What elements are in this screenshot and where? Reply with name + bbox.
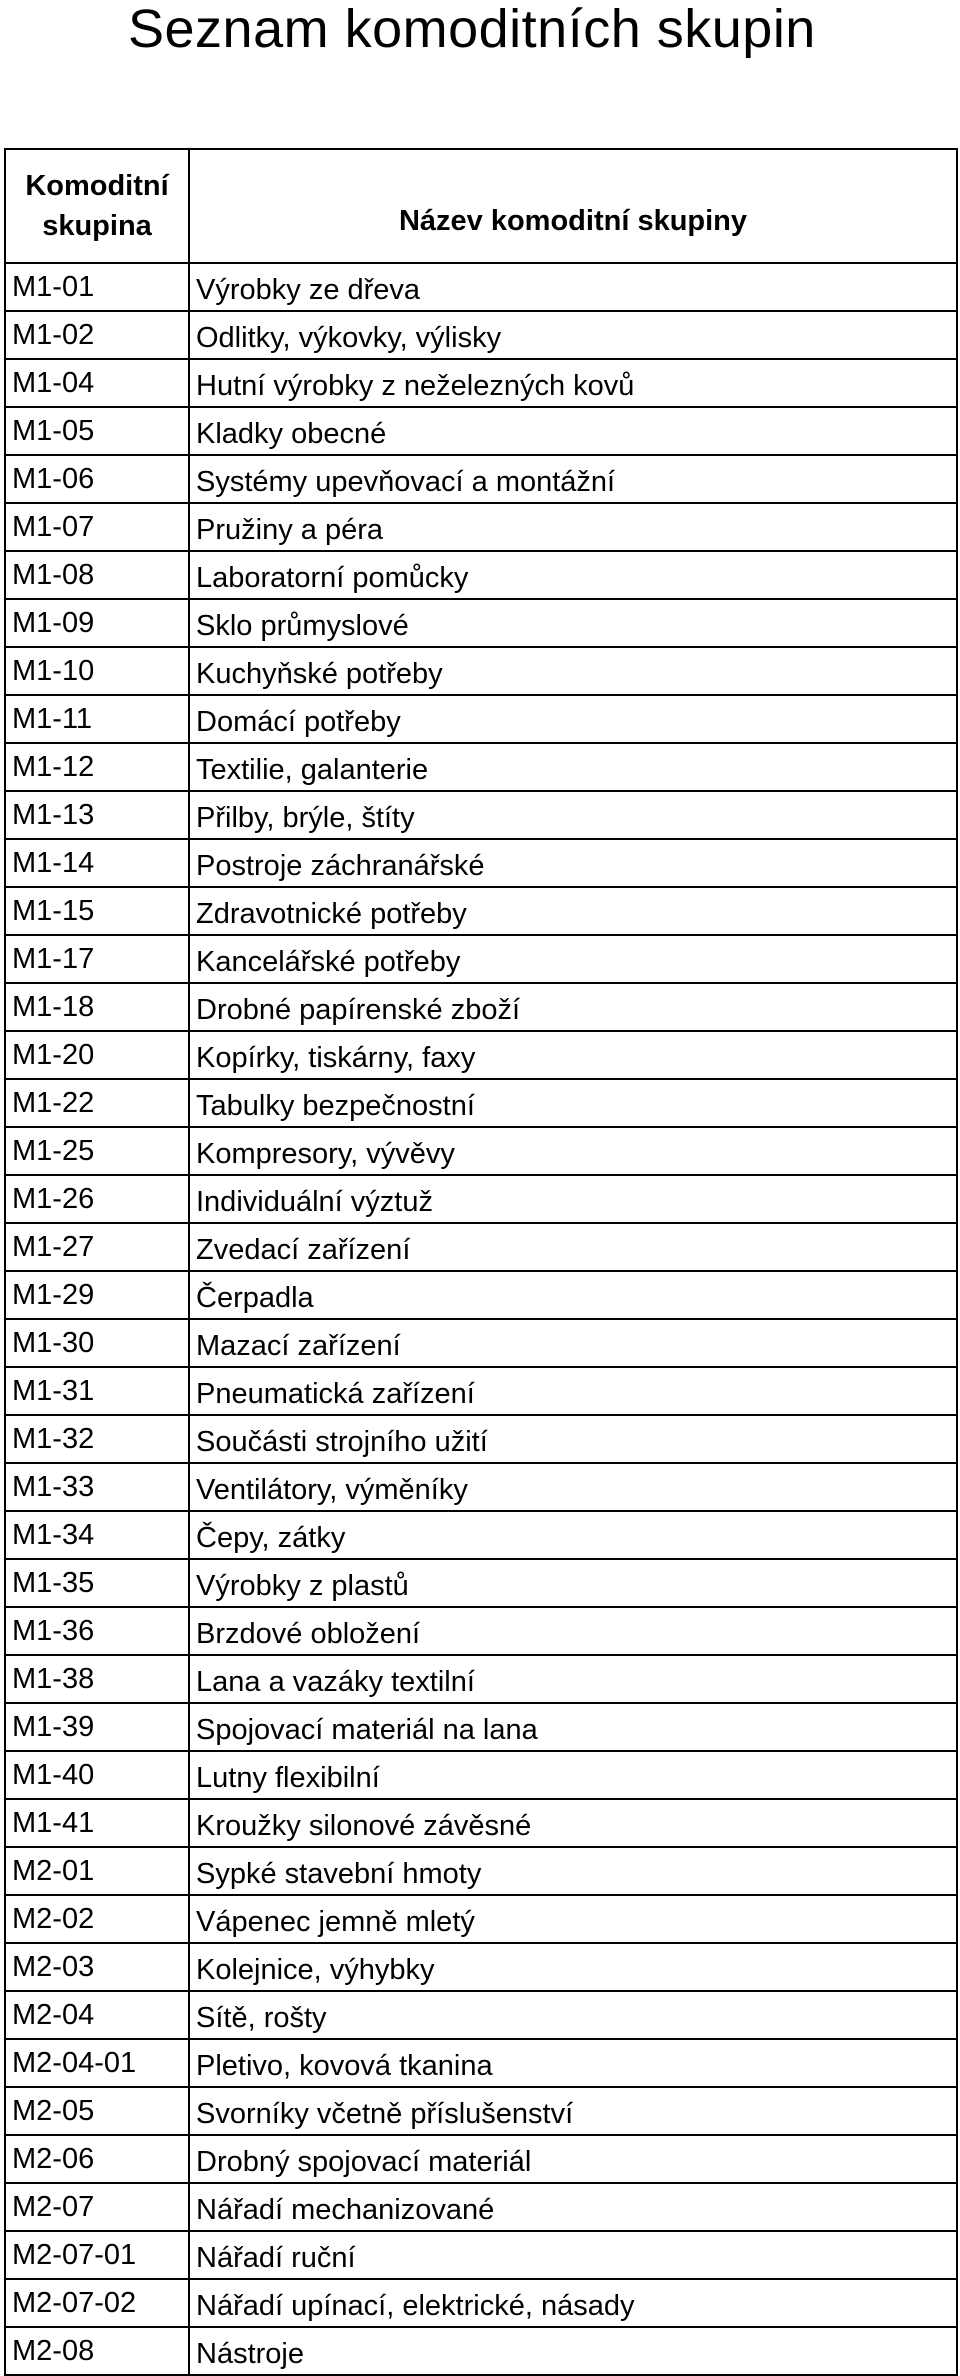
table-row	[5, 935, 957, 983]
commodity-code-cell: M1-12	[5, 743, 189, 791]
table-row	[5, 2327, 957, 2375]
commodity-code-cell: M1-38	[5, 1655, 189, 1703]
commodity-name-cell: Ventilátory, výměníky	[189, 1463, 957, 1511]
table-row	[5, 647, 957, 695]
commodity-code-cell: M1-33	[5, 1463, 189, 1511]
table-row	[5, 2183, 957, 2231]
table-row	[5, 1079, 957, 1127]
table-row	[5, 1751, 957, 1799]
commodity-code-cell: M1-22	[5, 1079, 189, 1127]
table-row	[5, 359, 957, 407]
commodity-name-cell: Výrobky z plastů	[189, 1559, 957, 1607]
table-row	[5, 2087, 957, 2135]
table-row	[5, 1127, 957, 1175]
commodity-name-cell: Brzdové obložení	[189, 1607, 957, 1655]
commodity-code-cell: M2-06	[5, 2135, 189, 2183]
commodity-code-cell: M2-07-01	[5, 2231, 189, 2279]
commodity-name-cell: Kroužky silonové závěsné	[189, 1799, 957, 1847]
commodity-name-cell: Nástroje	[189, 2327, 957, 2375]
commodity-name-cell: Výrobky ze dřeva	[189, 263, 957, 311]
table-row	[5, 743, 957, 791]
commodity-code-cell: M1-18	[5, 983, 189, 1031]
commodity-code-cell: M1-11	[5, 695, 189, 743]
header-commodity-group: Komoditní skupina	[5, 149, 189, 263]
commodity-code-cell: M1-30	[5, 1319, 189, 1367]
commodity-table	[4, 148, 958, 2376]
table-row	[5, 1175, 957, 1223]
commodity-code-cell: M2-07-02	[5, 2279, 189, 2327]
commodity-code-cell: M2-01	[5, 1847, 189, 1895]
commodity-name-cell: Drobný spojovací materiál	[189, 2135, 957, 2183]
commodity-code-cell: M1-05	[5, 407, 189, 455]
table-row	[5, 839, 957, 887]
commodity-code-cell: M2-04-01	[5, 2039, 189, 2087]
table-row	[5, 1703, 957, 1751]
commodity-name-cell: Svorníky včetně příslušenství	[189, 2087, 957, 2135]
commodity-name-cell: Mazací zařízení	[189, 1319, 957, 1367]
page-title: Seznam komoditních skupin	[128, 0, 816, 59]
commodity-name-cell: Kolejnice, výhybky	[189, 1943, 957, 1991]
commodity-name-cell: Čepy, zátky	[189, 1511, 957, 1559]
commodity-name-cell: Nářadí upínací, elektrické, násady	[189, 2279, 957, 2327]
commodity-name-cell: Přilby, brýle, štíty	[189, 791, 957, 839]
commodity-name-cell: Hutní výrobky z neželezných kovů	[189, 359, 957, 407]
table-row	[5, 1223, 957, 1271]
commodity-code-cell: M1-06	[5, 455, 189, 503]
table-row	[5, 1031, 957, 1079]
commodity-code-cell: M1-41	[5, 1799, 189, 1847]
commodity-name-cell: Postroje záchranářské	[189, 839, 957, 887]
commodity-name-cell: Nářadí ruční	[189, 2231, 957, 2279]
commodity-code-cell: M1-01	[5, 263, 189, 311]
table-row	[5, 1655, 957, 1703]
table-row	[5, 1847, 957, 1895]
commodity-code-cell: M1-17	[5, 935, 189, 983]
commodity-name-cell: Textilie, galanterie	[189, 743, 957, 791]
table-row	[5, 1943, 957, 1991]
commodity-name-cell: Nářadí mechanizované	[189, 2183, 957, 2231]
commodity-name-cell: Pružiny a péra	[189, 503, 957, 551]
table-row	[5, 1463, 957, 1511]
commodity-code-cell: M1-09	[5, 599, 189, 647]
table-row	[5, 503, 957, 551]
table-row	[5, 2039, 957, 2087]
table-row	[5, 791, 957, 839]
table-row	[5, 551, 957, 599]
table-row	[5, 1991, 957, 2039]
table-row	[5, 887, 957, 935]
commodity-name-cell: Sypké stavební hmoty	[189, 1847, 957, 1895]
commodity-code-cell: M1-10	[5, 647, 189, 695]
commodity-name-cell: Odlitky, výkovky, výlisky	[189, 311, 957, 359]
table-row	[5, 407, 957, 455]
table-row	[5, 1895, 957, 1943]
commodity-code-cell: M1-32	[5, 1415, 189, 1463]
commodity-name-cell: Systémy upevňovací a montážní	[189, 455, 957, 503]
commodity-code-cell: M2-05	[5, 2087, 189, 2135]
header-row	[5, 149, 957, 263]
commodity-name-cell: Součásti strojního užití	[189, 1415, 957, 1463]
commodity-code-cell: M1-04	[5, 359, 189, 407]
commodity-name-cell: Sklo průmyslové	[189, 599, 957, 647]
commodity-code-cell: M1-31	[5, 1367, 189, 1415]
commodity-name-cell: Kladky obecné	[189, 407, 957, 455]
commodity-name-cell: Pletivo, kovová tkanina	[189, 2039, 957, 2087]
commodity-name-cell: Tabulky bezpečnostní	[189, 1079, 957, 1127]
commodity-code-cell: M1-29	[5, 1271, 189, 1319]
commodity-code-cell: M1-34	[5, 1511, 189, 1559]
table-row	[5, 1559, 957, 1607]
table-row	[5, 455, 957, 503]
table-row	[5, 599, 957, 647]
table-row	[5, 1271, 957, 1319]
commodity-name-cell: Zdravotnické potřeby	[189, 887, 957, 935]
header-commodity-group-name: Název komoditní skupiny	[189, 149, 957, 263]
commodity-name-cell: Domácí potřeby	[189, 695, 957, 743]
commodity-name-cell: Zvedací zařízení	[189, 1223, 957, 1271]
table-row	[5, 263, 957, 311]
commodity-name-cell: Laboratorní pomůcky	[189, 551, 957, 599]
table-row	[5, 983, 957, 1031]
commodity-code-cell: M1-26	[5, 1175, 189, 1223]
table-row	[5, 1799, 957, 1847]
table-row	[5, 1607, 957, 1655]
commodity-table-container	[4, 148, 956, 2376]
commodity-code-cell: M1-14	[5, 839, 189, 887]
commodity-code-cell: M1-39	[5, 1703, 189, 1751]
commodity-name-cell: Sítě, rošty	[189, 1991, 957, 2039]
commodity-code-cell: M1-07	[5, 503, 189, 551]
commodity-code-cell: M1-25	[5, 1127, 189, 1175]
commodity-name-cell: Vápenec jemně mletý	[189, 1895, 957, 1943]
commodity-code-cell: M1-08	[5, 551, 189, 599]
commodity-code-cell: M1-13	[5, 791, 189, 839]
commodity-code-cell: M1-02	[5, 311, 189, 359]
commodity-name-cell: Lana a vazáky textilní	[189, 1655, 957, 1703]
table-row	[5, 1319, 957, 1367]
commodity-name-cell: Kompresory, vývěvy	[189, 1127, 957, 1175]
commodity-code-cell: M2-07	[5, 2183, 189, 2231]
table-body	[5, 263, 957, 2375]
commodity-code-cell: M2-04	[5, 1991, 189, 2039]
commodity-name-cell: Spojovací materiál na lana	[189, 1703, 957, 1751]
commodity-name-cell: Pneumatická zařízení	[189, 1367, 957, 1415]
table-header	[5, 149, 957, 263]
commodity-name-cell: Čerpadla	[189, 1271, 957, 1319]
table-row	[5, 695, 957, 743]
table-row	[5, 311, 957, 359]
commodity-code-cell: M1-40	[5, 1751, 189, 1799]
table-row	[5, 1367, 957, 1415]
commodity-name-cell: Individuální výztuž	[189, 1175, 957, 1223]
table-row	[5, 2231, 957, 2279]
table-row	[5, 2279, 957, 2327]
commodity-code-cell: M2-03	[5, 1943, 189, 1991]
commodity-name-cell: Lutny flexibilní	[189, 1751, 957, 1799]
commodity-name-cell: Kancelářské potřeby	[189, 935, 957, 983]
commodity-code-cell: M2-08	[5, 2327, 189, 2375]
commodity-code-cell: M1-27	[5, 1223, 189, 1271]
commodity-code-cell: M1-35	[5, 1559, 189, 1607]
commodity-code-cell: M1-15	[5, 887, 189, 935]
commodity-code-cell: M2-02	[5, 1895, 189, 1943]
table-row	[5, 1415, 957, 1463]
commodity-name-cell: Drobné papírenské zboží	[189, 983, 957, 1031]
commodity-code-cell: M1-36	[5, 1607, 189, 1655]
commodity-name-cell: Kuchyňské potřeby	[189, 647, 957, 695]
commodity-code-cell: M1-20	[5, 1031, 189, 1079]
commodity-name-cell: Kopírky, tiskárny, faxy	[189, 1031, 957, 1079]
table-row	[5, 2135, 957, 2183]
table-row	[5, 1511, 957, 1559]
